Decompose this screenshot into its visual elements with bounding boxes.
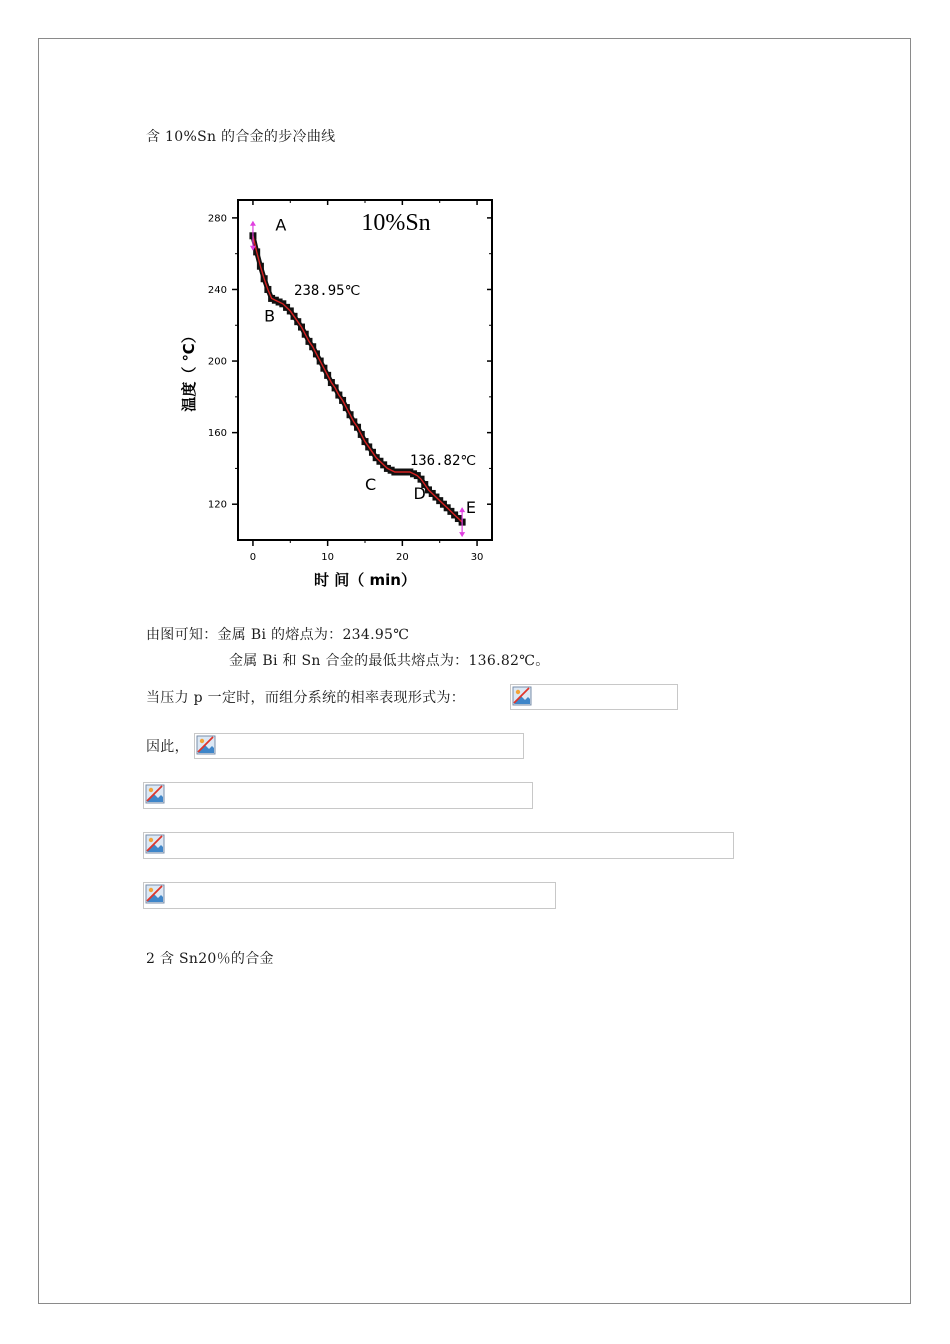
formula-image-4 bbox=[143, 832, 734, 859]
y-axis-label: 温度（ ℃） bbox=[180, 328, 198, 412]
annotation-label: A bbox=[275, 215, 287, 235]
endpoint-arrow-head bbox=[459, 507, 465, 512]
formula-image-2 bbox=[194, 733, 524, 759]
x-tick-label: 0 bbox=[249, 552, 257, 563]
conclusion-melting-point: 由图可知：金属 Bi 的熔点为：234.95℃ bbox=[146, 627, 410, 643]
annotation-label: E bbox=[465, 498, 476, 518]
y-tick-label: 280 bbox=[207, 213, 227, 225]
x-tick-label: 10 bbox=[321, 552, 335, 563]
x-tick-label: 20 bbox=[395, 552, 409, 563]
conclusion-eutectic-point: 金属 Bi 和 Sn 合金的最低共熔点为：136.82℃。 bbox=[229, 653, 550, 669]
chart-labels bbox=[180, 210, 483, 589]
annotation-label: B bbox=[264, 306, 276, 326]
endpoint-arrow-head bbox=[459, 532, 465, 537]
y-tick-label: 200 bbox=[207, 356, 227, 368]
broken-image-icon bbox=[145, 884, 165, 904]
formula-image-3 bbox=[143, 782, 533, 809]
cooling-curve-chart bbox=[160, 190, 520, 600]
formula-image-1 bbox=[510, 684, 678, 710]
broken-image-icon bbox=[512, 686, 532, 706]
chart-axes bbox=[232, 200, 492, 546]
annotation-label: 238.95℃ bbox=[294, 282, 361, 299]
annotation-label: D bbox=[413, 483, 426, 503]
chart-marks bbox=[249, 221, 465, 537]
formula-image-5 bbox=[143, 882, 556, 909]
x-tick-label: 30 bbox=[470, 552, 484, 563]
y-tick-label: 160 bbox=[207, 428, 227, 440]
y-tick-label: 240 bbox=[207, 284, 227, 296]
fit-line bbox=[253, 236, 462, 522]
broken-image-icon bbox=[145, 784, 165, 804]
phase-rule-text: 当压力 p 一定时，而组分系统的相率表现形式为： bbox=[146, 690, 466, 706]
data-line bbox=[253, 236, 462, 522]
chart-title: 10%Sn bbox=[361, 210, 431, 236]
endpoint-arrow-head bbox=[250, 221, 256, 226]
broken-image-icon bbox=[196, 735, 216, 755]
therefore-text: 因此， bbox=[146, 739, 189, 755]
annotation-label: C bbox=[365, 474, 377, 494]
figure-caption: 含 10%Sn 的合金的步冷曲线 bbox=[146, 129, 336, 145]
broken-image-icon bbox=[145, 834, 165, 854]
y-tick-label: 120 bbox=[207, 499, 227, 511]
x-axis-label: 时 间（ min） bbox=[314, 571, 416, 589]
annotation-label: 136.82℃ bbox=[409, 452, 477, 469]
section-2-heading: 2 含 Sn20％的合金 bbox=[146, 951, 274, 967]
